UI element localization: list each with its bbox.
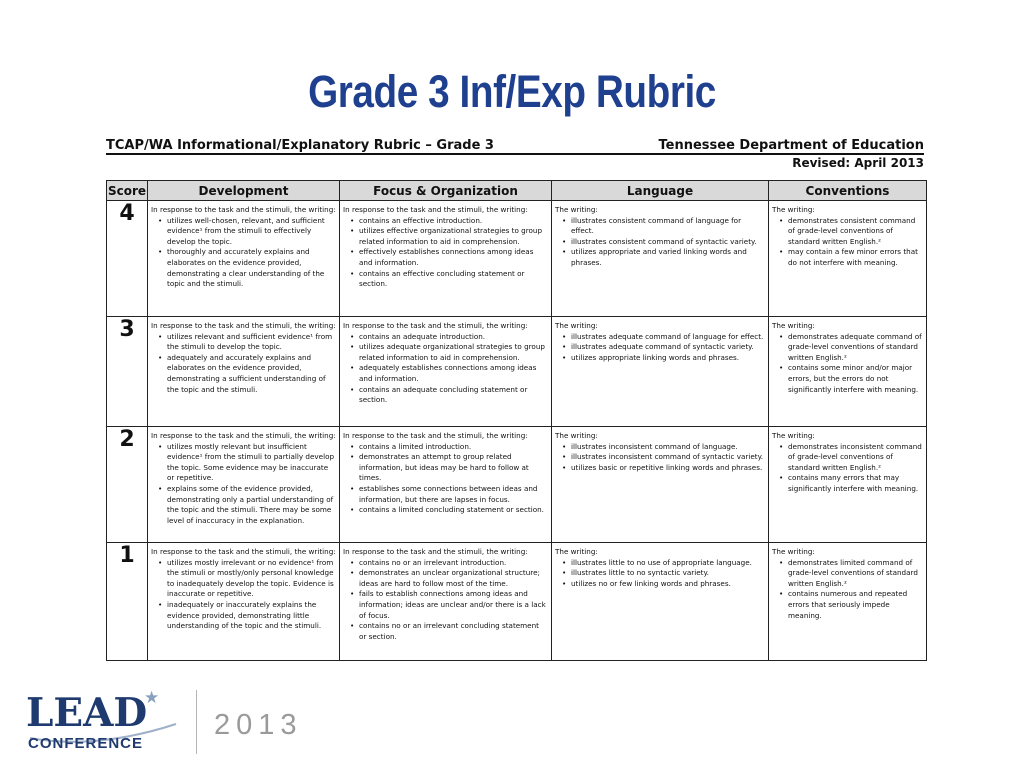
table-row — [107, 201, 927, 317]
criteria-item: • utilizes adequate organizational strategies to group related information to aid in comprehension. — [359, 342, 548, 363]
criteria-list — [151, 442, 336, 527]
criteria-item: • illustrates consistent command of language for effect. — [571, 216, 765, 237]
cell-language — [552, 201, 769, 317]
cell-language — [552, 427, 769, 543]
criteria-item: • adequately establishes connections among ideas and information. — [359, 363, 548, 384]
criteria-item: • utilizes no or few linking words and phrases. — [571, 579, 765, 590]
table-header-row — [107, 181, 927, 201]
cell-intro: The writing: — [772, 205, 815, 214]
cell-conventions — [769, 543, 927, 661]
lead-conference-logo — [26, 690, 186, 760]
criteria-item: • utilizes mostly irrelevant or no evidence¹ from the stimuli or mostly/only personal knowledge to inadequately develop the topic. Evidence is inaccurate or repetitive. — [167, 558, 336, 600]
header-focus-organization: Focus & Organization — [340, 181, 552, 201]
cell-language — [552, 543, 769, 661]
cell-intro: In response to the task and the stimuli, the writing: — [343, 321, 528, 330]
criteria-list — [151, 558, 336, 632]
cell-focus — [340, 317, 552, 427]
star-icon: ★ — [144, 688, 160, 707]
cell-intro: In response to the task and the stimuli, the writing: — [343, 431, 528, 440]
score-value: 1 — [107, 543, 148, 661]
criteria-list — [343, 332, 548, 406]
criteria-list — [151, 332, 336, 396]
criteria-item: • utilizes relevant and sufficient evidence¹ from the stimuli to develop the topic. — [167, 332, 336, 353]
criteria-item: • contains no or an irrelevant concluding statement or section. — [359, 621, 548, 642]
cell-intro: The writing: — [772, 321, 815, 330]
criteria-item: • contains a limited concluding statement or section. — [359, 505, 548, 516]
criteria-item: • contains an adequate concluding statement or section. — [359, 385, 548, 406]
criteria-item: • establishes some connections between ideas and information, but there are lapses in focus. — [359, 484, 548, 505]
criteria-item: • contains a limited introduction. — [359, 442, 548, 453]
cell-conventions — [769, 201, 927, 317]
criteria-list — [772, 216, 923, 269]
criteria-list — [343, 558, 548, 643]
criteria-list — [151, 216, 336, 290]
criteria-item: • thoroughly and accurately explains and elaborates on the evidence provided, demonstrating a clear understanding of the topic and the stimuli. — [167, 247, 336, 289]
logo-wordmark: LEAD — [26, 690, 148, 736]
cell-focus — [340, 427, 552, 543]
criteria-item: • utilizes mostly relevant but insufficient evidence¹ from the stimuli to partially develop the topic. Some evidence may be inaccurate or repetitive. — [167, 442, 336, 484]
score-value: 3 — [107, 317, 148, 427]
cell-language — [552, 317, 769, 427]
rubric-body — [107, 201, 927, 661]
cell-intro: In response to the task and the stimuli, the writing: — [151, 547, 336, 556]
criteria-item: • may contain a few minor errors that do not interfere with meaning. — [788, 247, 923, 268]
criteria-item: • demonstrates adequate command of grade-level conventions of standard written English.² — [788, 332, 923, 364]
cell-intro: The writing: — [555, 431, 598, 440]
document-title: TCAP/WA Informational/Explanatory Rubric – Grade 3 — [106, 138, 494, 153]
criteria-item: • illustrates consistent command of syntactic variety. — [571, 237, 765, 248]
criteria-list — [772, 442, 923, 495]
cell-intro: In response to the task and the stimuli, the writing: — [151, 431, 336, 440]
criteria-item: • fails to establish connections among ideas and information; ideas are unclear and/or there is a lack of focus. — [359, 589, 548, 621]
criteria-item: • demonstrates inconsistent command of grade-level conventions of standard written English.² — [788, 442, 923, 474]
criteria-list — [772, 558, 923, 622]
criteria-item: • illustrates inconsistent command of language. — [571, 442, 765, 453]
criteria-item: • effectively establishes connections among ideas and information. — [359, 247, 548, 268]
criteria-item: • contains numerous and repeated errors that seriously impede meaning. — [788, 589, 923, 621]
score-value: 4 — [107, 201, 148, 317]
criteria-item: • utilizes effective organizational strategies to group related information to aid in comprehension. — [359, 226, 548, 247]
criteria-item: • explains some of the evidence provided, demonstrating only a partial understanding of the topic and the stimuli. There may be some level of inaccuracy in the explanation. — [167, 484, 336, 526]
rubric-table — [106, 180, 927, 661]
criteria-item: • contains no or an irrelevant introduction. — [359, 558, 548, 569]
criteria-item: • utilizes appropriate linking words and phrases. — [571, 353, 765, 364]
cell-intro: In response to the task and the stimuli, the writing: — [151, 205, 336, 214]
header-language: Language — [552, 181, 769, 201]
cell-intro: The writing: — [555, 205, 598, 214]
criteria-item: • demonstrates limited command of grade-level conventions of standard written English.² — [788, 558, 923, 590]
header-divider — [106, 153, 924, 155]
cell-intro: In response to the task and the stimuli, the writing: — [151, 321, 336, 330]
criteria-list — [555, 558, 765, 590]
logo-subtitle: CONFERENCE — [28, 735, 144, 752]
criteria-list — [343, 216, 548, 290]
header-development: Development — [148, 181, 340, 201]
criteria-list — [772, 332, 923, 396]
criteria-list — [555, 442, 765, 474]
criteria-item: • contains an effective concluding statement or section. — [359, 269, 548, 290]
cell-intro: In response to the task and the stimuli, the writing: — [343, 547, 528, 556]
table-row — [107, 543, 927, 661]
cell-conventions — [769, 427, 927, 543]
document-header — [106, 138, 924, 176]
slide-title: Grade 3 Inf/Exp Rubric — [308, 66, 716, 117]
cell-development — [148, 201, 340, 317]
cell-development — [148, 317, 340, 427]
criteria-item: • inadequately or inaccurately explains the evidence provided, demonstrating little understanding of the topic and the stimuli. — [167, 600, 336, 632]
criteria-item: • illustrates little to no syntactic variety. — [571, 568, 765, 579]
score-value: 2 — [107, 427, 148, 543]
criteria-list — [555, 216, 765, 269]
criteria-item: • contains an adequate introduction. — [359, 332, 548, 343]
cell-intro: The writing: — [555, 321, 598, 330]
cell-intro: The writing: — [555, 547, 598, 556]
cell-intro: In response to the task and the stimuli, the writing: — [343, 205, 528, 214]
cell-focus — [340, 543, 552, 661]
criteria-item: • demonstrates an unclear organizational structure; ideas are hard to follow most of the time. — [359, 568, 548, 589]
header-conventions: Conventions — [769, 181, 927, 201]
criteria-item: • utilizes well-chosen, relevant, and sufficient evidence¹ from the stimuli to effectively develop the topic. — [167, 216, 336, 248]
table-row — [107, 427, 927, 543]
criteria-list — [343, 442, 548, 516]
criteria-list — [555, 332, 765, 364]
criteria-item: • illustrates adequate command of syntactic variety. — [571, 342, 765, 353]
criteria-item: • utilizes appropriate and varied linking words and phrases. — [571, 247, 765, 268]
criteria-item: • contains many errors that may significantly interfere with meaning. — [788, 473, 923, 494]
criteria-item: • illustrates adequate command of language for effect. — [571, 332, 765, 343]
criteria-item: • demonstrates an attempt to group related information, but ideas may be hard to follow at times. — [359, 452, 548, 484]
criteria-item: • illustrates little to no use of appropriate language. — [571, 558, 765, 569]
criteria-item: • contains an effective introduction. — [359, 216, 548, 227]
criteria-item: • adequately and accurately explains and elaborates on the evidence provided, demonstrating a sufficient understanding of the topic and the stimuli. — [167, 353, 336, 395]
table-row — [107, 317, 927, 427]
cell-focus — [340, 201, 552, 317]
cell-intro: The writing: — [772, 547, 815, 556]
criteria-item: • utilizes basic or repetitive linking words and phrases. — [571, 463, 765, 474]
revised-date: Revised: April 2013 — [792, 156, 924, 170]
cell-conventions — [769, 317, 927, 427]
criteria-item: • contains some minor and/or major errors, but the errors do not significantly interfere with meaning. — [788, 363, 923, 395]
logo-divider — [196, 690, 197, 754]
header-score: Score — [107, 181, 148, 201]
document-organization: Tennessee Department of Education — [658, 138, 924, 153]
criteria-item: • illustrates inconsistent command of syntactic variety. — [571, 452, 765, 463]
cell-development — [148, 543, 340, 661]
criteria-item: • demonstrates consistent command of grade-level conventions of standard written English.² — [788, 216, 923, 248]
cell-intro: The writing: — [772, 431, 815, 440]
cell-development — [148, 427, 340, 543]
conference-year: 2013 — [214, 709, 303, 741]
